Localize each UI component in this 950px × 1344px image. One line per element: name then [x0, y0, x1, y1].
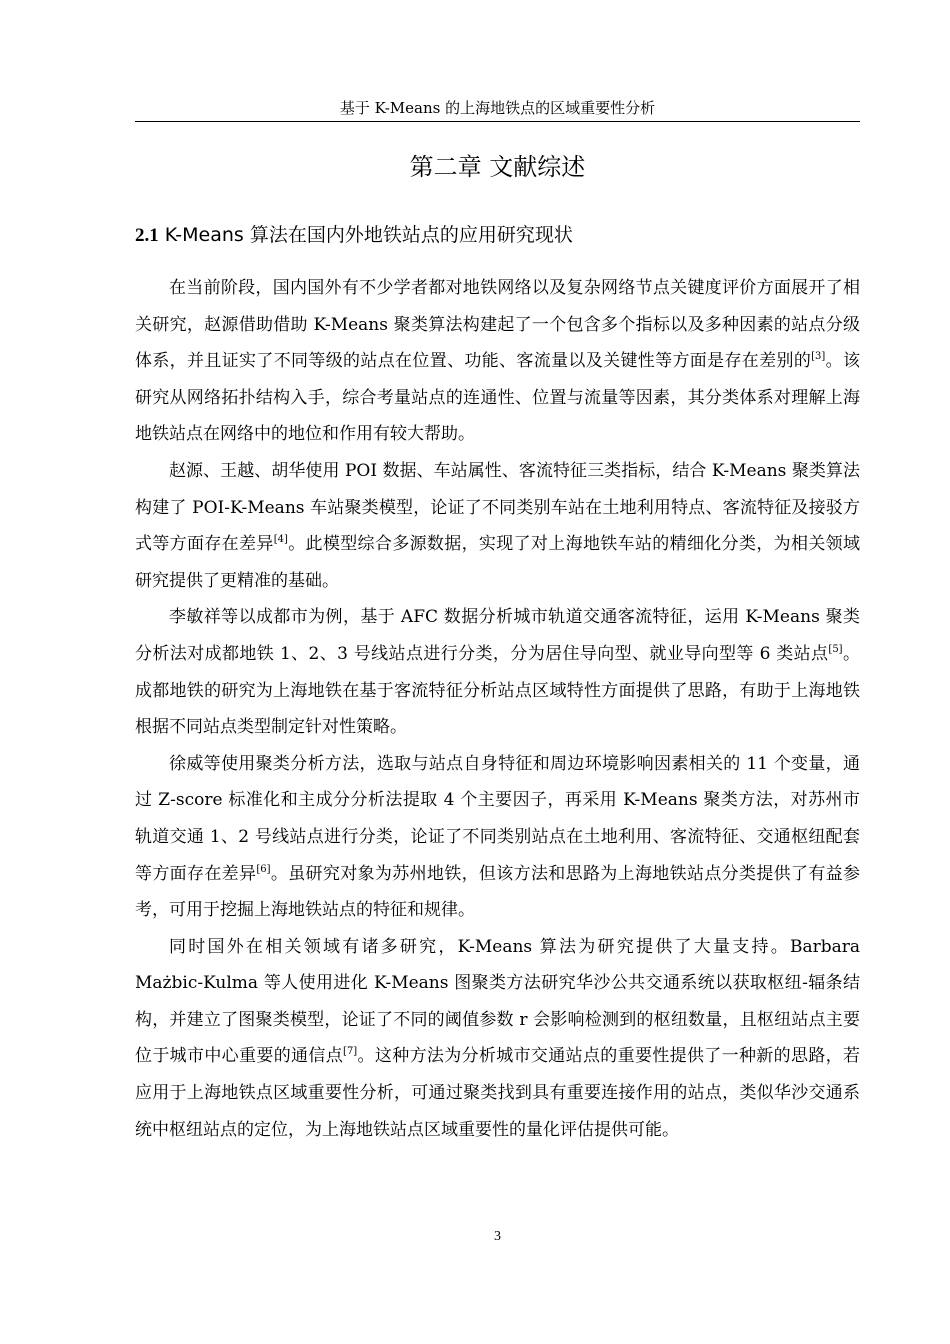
- paragraph: [135, 453, 860, 599]
- paragraph: [135, 599, 860, 745]
- paragraph-text: 。虽研究对象为苏州地铁，但该方法和思路为上海地铁站点分类提供了有益参考，可用于挖掘上海地铁站点的特征和规律。: [135, 863, 861, 921]
- paragraph-text: 同时国外在相关领域有诸多研究，K-Means 算法为研究提供了大量支持。Barbara Mażbic-Kulma 等人使用进化 K-Means 图聚类方法研究华沙公共交通系统以获取枢纽-辐条结构，并建立了图聚类模型，论证了不同的阈值参数 r 会影响检测到的枢纽数量，且枢纽站点主要位于城市中心重要的通信点: [135, 936, 860, 1067]
- page-number: 3: [494, 1229, 501, 1244]
- chapter-title: 第二章 文献综述: [409, 153, 586, 181]
- section-heading: [135, 221, 860, 250]
- paragraph-text: 赵源、王越、胡华使用 POI 数据、车站属性、客流特征三类指标，结合 K-Means 聚类算法构建了 POI-K-Means 车站聚类模型，论证了不同类别车站在土地利用特点、客流特征及接驳方式等方面存在差异: [135, 460, 860, 555]
- citation-ref: [6]: [256, 863, 271, 875]
- paragraph-text: 。此模型综合多源数据，实现了对上海地铁车站的精细化分类，为相关领域研究提供了更精准的基础。: [135, 534, 861, 591]
- body-text: [135, 270, 860, 1148]
- citation-ref: [5]: [828, 643, 843, 655]
- citation-ref: [4]: [273, 534, 288, 546]
- paragraph: [135, 929, 860, 1149]
- paragraph-text: 李敏祥等以成都市为例，基于 AFC 数据分析城市轨道交通客流特征，运用 K-Means 聚类分析法对成都地铁 1、2、3 号线站点进行分类，分为居住导向型、就业导向型等 6 类站点: [135, 607, 860, 664]
- paragraph-text: 徐威等使用聚类分析方法，选取与站点自身特征和周边环境影响因素相关的 11 个变量，通过 Z-score 标准化和主成分分析法提取 4 个主要因子，再采用 K-Means 聚类方法，对苏州市轨道交通 1、2 号线站点进行分类，论证了不同类别站点在土地利用、客流特征、交通枢纽配套等方面存在差异: [135, 753, 860, 884]
- paragraph-text: 在当前阶段，国内国外有不少学者都对地铁网络以及复杂网络节点关键度评价方面展开了相关研究，赵源借助借助 K-Means 聚类算法构建起了一个包含多个指标以及多种因素的站点分级体系，并且证实了不同等级的站点在位置、功能、客流量以及关键性等方面是存在差别的: [135, 278, 860, 372]
- paragraph-text: 。该研究从网络拓扑结构入手，综合考量站点的连通性、位置与流量等因素，其分类体系对理解上海地铁站点在网络中的地位和作用有较大帮助。: [135, 351, 861, 445]
- citation-ref: [7]: [343, 1046, 358, 1058]
- paragraph-text: 。成都地铁的研究为上海地铁在基于客流特征分析站点区域特性方面提供了思路，有助于上海地铁根据不同站点类型制定针对性策略。: [135, 643, 860, 738]
- citation-ref: [3]: [811, 351, 826, 363]
- section-number: 2.1: [135, 225, 159, 246]
- paragraph: [135, 746, 860, 929]
- section-title: K-Means 算法在国内外地铁站点的应用研究现状: [164, 224, 573, 246]
- running-header: 基于 K-Means 的上海地铁点的区域重要性分析: [135, 98, 860, 122]
- paragraph-text: 。这种方法为分析城市交通站点的重要性提供了一种新的思路，若应用于上海地铁点区域重要性分析，可通过聚类找到具有重要连接作用的站点，类似华沙交通系统中枢纽站点的定位，为上海地铁站点区域重要性的量化评估提供可能。: [135, 1046, 860, 1140]
- paragraph: [135, 270, 860, 453]
